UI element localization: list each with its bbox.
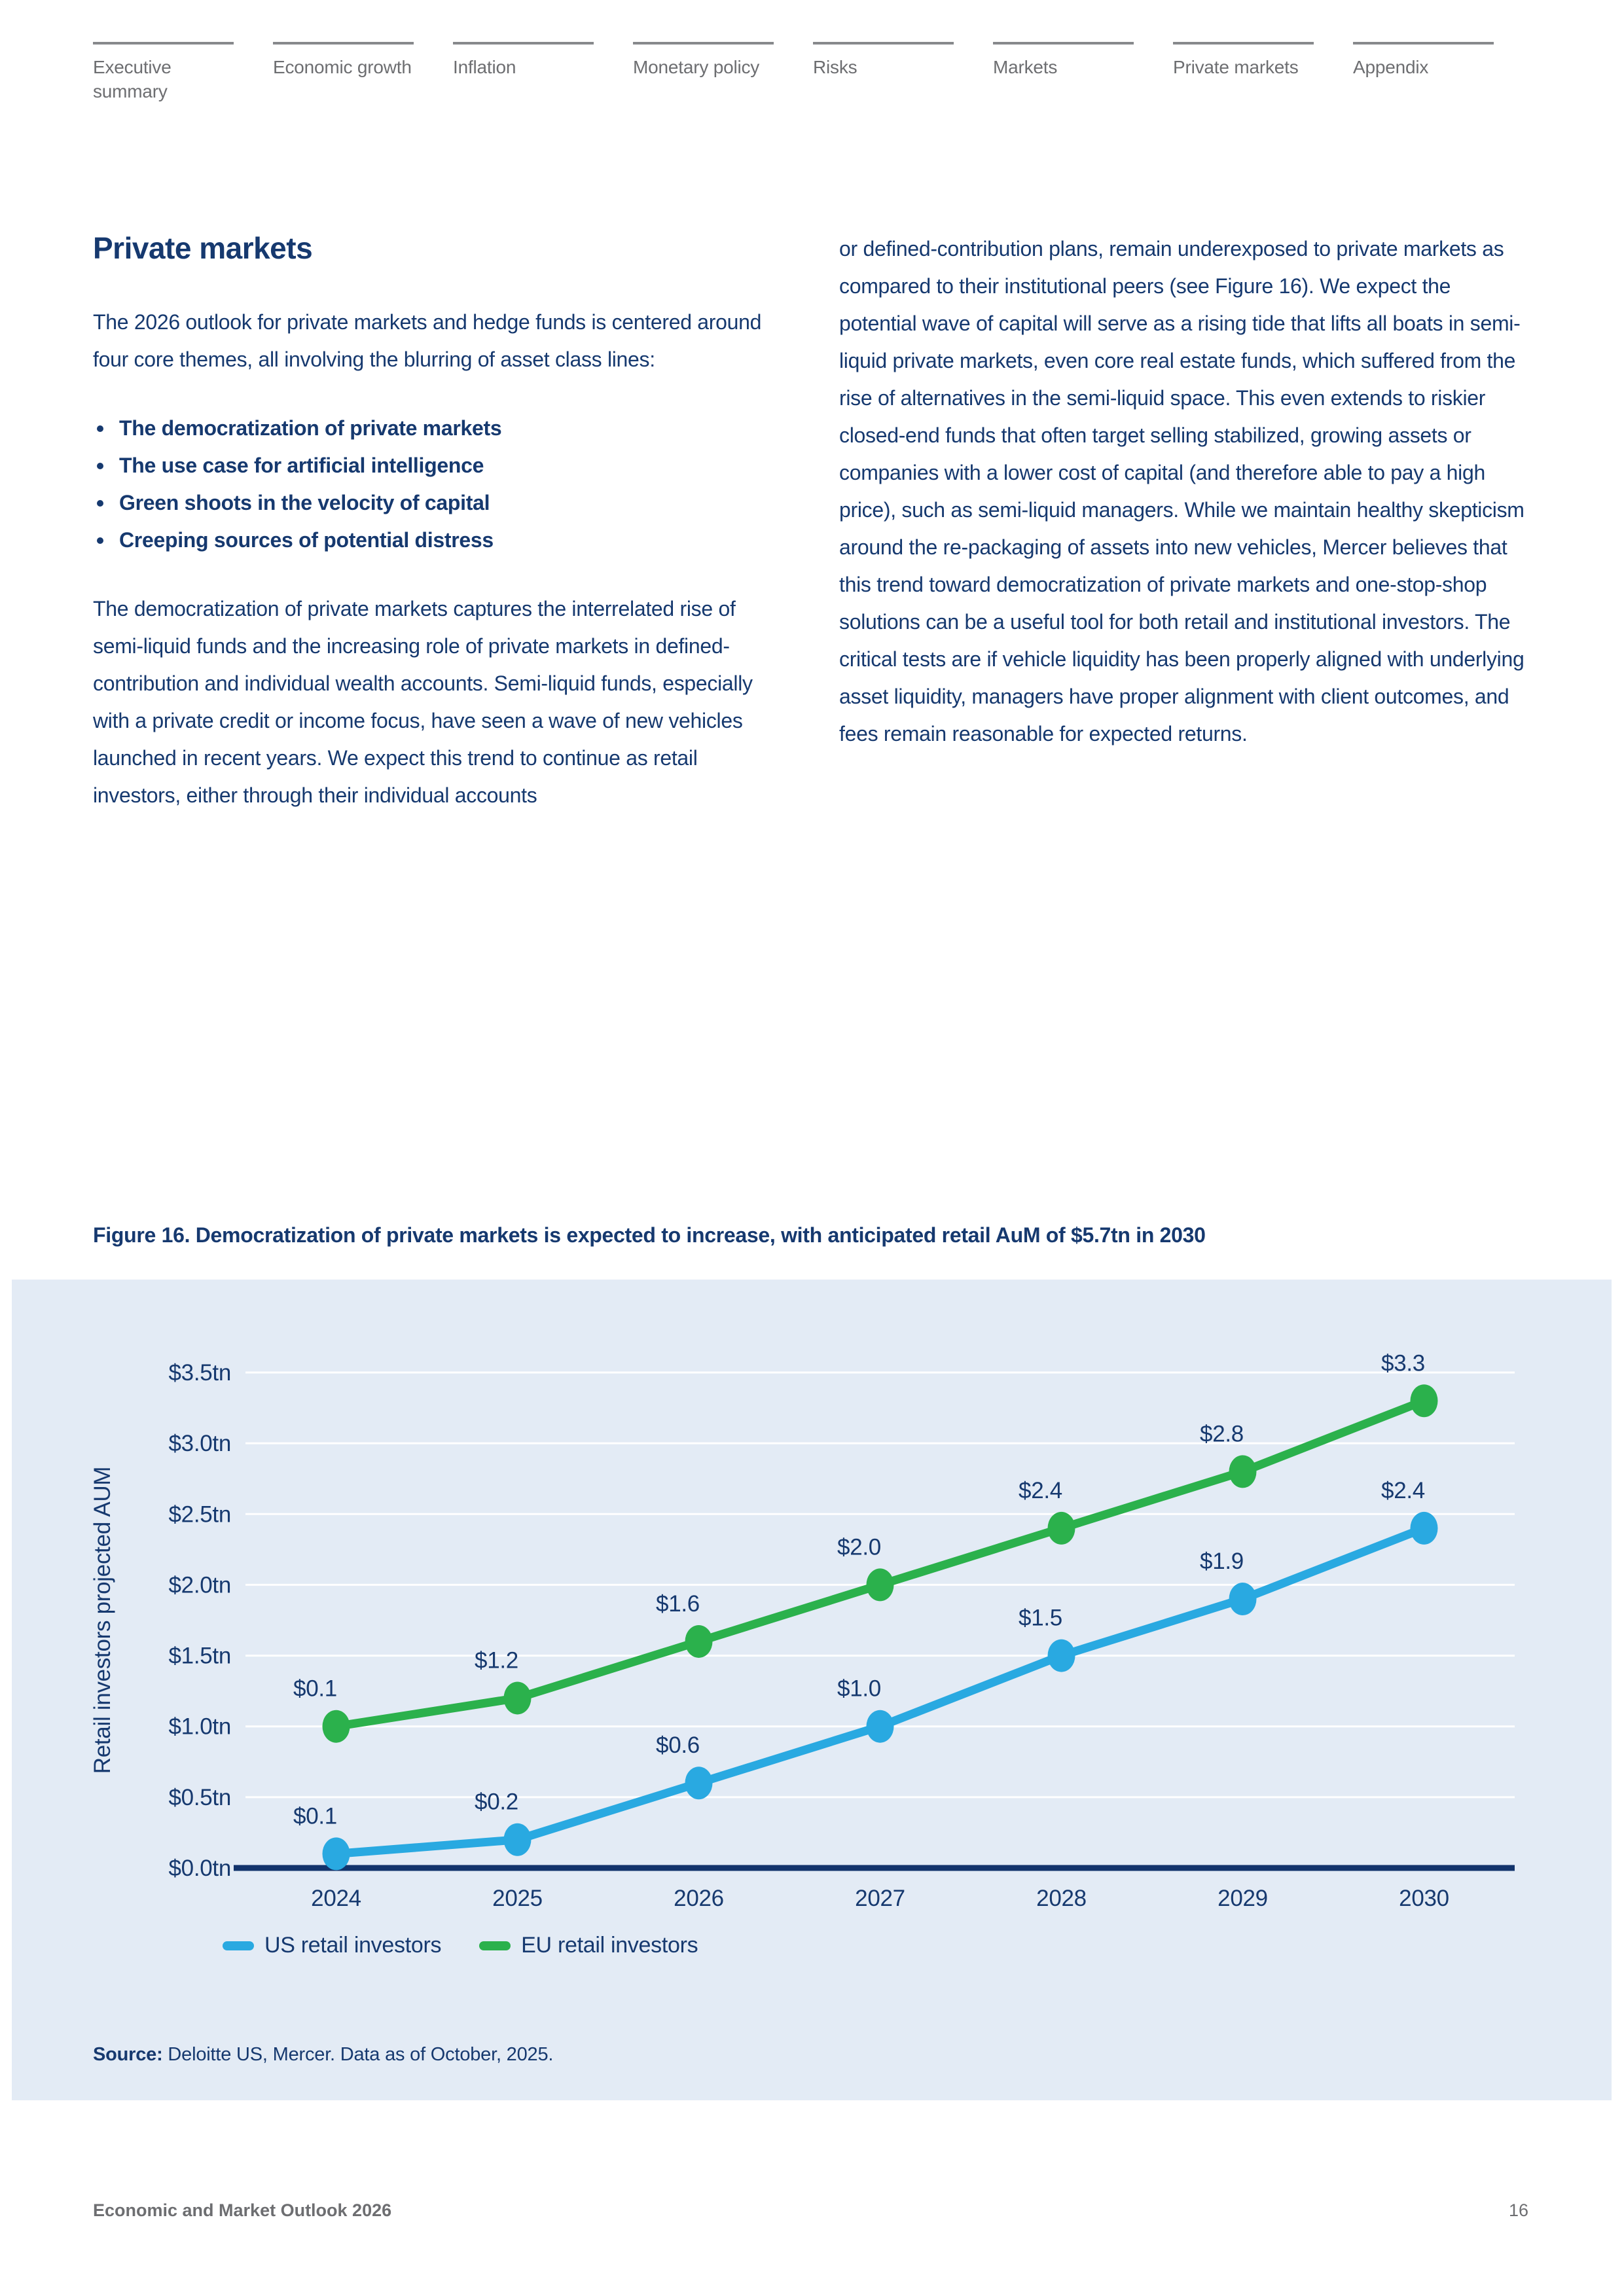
article-body [93, 230, 1530, 814]
data-point [504, 1681, 532, 1714]
data-point [504, 1823, 532, 1856]
page-number: 16 [1508, 2200, 1528, 2220]
nav-item-markets[interactable]: Markets [993, 42, 1134, 103]
data-label: $2.4 [1381, 1477, 1425, 1503]
theme-bullet-list [93, 410, 784, 559]
data-point [867, 1710, 894, 1743]
data-point [685, 1625, 713, 1658]
figure-title: Figure 16. Democratization of private markets is expected to increase, with anticipated retail AuM of $5.7tn in 2030 [93, 1223, 1206, 1247]
data-label: $1.2 [475, 1647, 518, 1674]
data-point [867, 1568, 894, 1601]
data-label: $3.3 [1381, 1350, 1425, 1376]
nav-item-risks[interactable]: Risks [813, 42, 954, 103]
data-label: $0.6 [656, 1732, 700, 1759]
x-tick-label: 2024 [311, 1886, 361, 1911]
nav-item-monetary-policy[interactable]: Monetary policy [633, 42, 774, 103]
intro-paragraph: The 2026 outlook for private markets and hedge funds is centered around four core themes, all involving the blurring of asset class lines: [93, 310, 762, 371]
legend-item-eu [479, 1933, 698, 1958]
footer-doc-title: Economic and Market Outlook 2026 [93, 2200, 392, 2220]
data-label: $2.4 [1019, 1477, 1062, 1503]
data-label: $0.2 [475, 1789, 518, 1815]
legend-label-us: US retail investors [264, 1933, 442, 1958]
democratization-paragraph: The democratization of private markets captures the interrelated rise of semi-liquid funds and the increasing role of private markets in defined-contribution and individual wealth accounts. Semi-liquid funds, especially with a private credit or income focus, have seen a wave of new vehicles launched in recent years. We expect this trend to continue as retail investors, either through their individual accounts [93, 597, 753, 807]
legend-label-eu: EU retail investors [521, 1933, 698, 1958]
data-label: $0.1 [293, 1803, 337, 1829]
nav-item-executive-summary[interactable]: Executive summary [93, 42, 234, 103]
data-label: $1.5 [1019, 1605, 1062, 1631]
eu-line-swatch [479, 1941, 511, 1950]
y-tick-label: $3.0tn [168, 1431, 231, 1457]
continuation-paragraph: or defined-contribution plans, remain underexposed to private markets as compared to their institutional peers (see Figure 16). We expect the potential wave of capital will serve as a rising tide that lifts all boats in semi-liquid private markets, even core real estate funds, which suffered from the rise of alternatives in the semi-liquid space. This even extends to riskier closed-end funds that often target selling stabilized, growing assets or companies with a lower cost of capital (and therefore able to pay a high price), such as semi-liquid managers. While we maintain healthy skepticism around the re-packaging of assets into new vehicles, Mercer believes that this trend toward democratization of private markets and one-stop-shop solutions can be a useful tool for both retail and institutional investors. The critical tests are if vehicle liquidity has been properly aligned with underlying asset liquidity, managers have proper alignment with client outcomes, and fees remain reasonable for expected returns. [839, 237, 1525, 745]
nav-item-economic-growth[interactable]: Economic growth [273, 42, 414, 103]
y-tick-label: $1.0tn [168, 1713, 231, 1740]
y-tick-label: $2.0tn [168, 1572, 231, 1598]
y-tick-label: $3.5tn [168, 1360, 231, 1386]
left-column [93, 230, 784, 814]
bullet-item: Green shoots in the velocity of capital [93, 484, 784, 522]
data-label: $0.1 [293, 1676, 337, 1702]
y-tick-label: $0.5tn [168, 1784, 231, 1810]
x-tick-label: 2029 [1218, 1886, 1268, 1911]
chart-legend [223, 1933, 698, 1958]
data-point [1229, 1455, 1257, 1488]
nav-item-private-markets[interactable]: Private markets [1173, 42, 1314, 103]
data-label: $1.9 [1200, 1549, 1244, 1575]
source-text: Deloitte US, Mercer. Data as of October, 2025. [162, 2044, 554, 2065]
data-point [1411, 1384, 1438, 1417]
y-axis-title: Retail investors projected AUM [90, 1466, 115, 1774]
data-point [1048, 1640, 1075, 1672]
us-line-swatch [223, 1941, 254, 1950]
bullet-item: Creeping sources of potential distress [93, 522, 784, 559]
page-footer [93, 2200, 1528, 2221]
y-tick-label: $1.5tn [168, 1643, 231, 1669]
x-tick-label: 2027 [855, 1886, 905, 1911]
data-label: $1.6 [656, 1590, 700, 1617]
data-point [323, 1837, 350, 1870]
bullet-item: The democratization of private markets [93, 410, 784, 447]
right-column [839, 230, 1530, 814]
y-tick-label: $0.0tn [168, 1856, 231, 1881]
x-tick-label: 2028 [1036, 1886, 1087, 1911]
bullet-item: The use case for artificial intelligence [93, 447, 784, 484]
data-point [323, 1710, 350, 1743]
data-label: $1.0 [837, 1676, 881, 1702]
x-tick-label: 2025 [492, 1886, 543, 1911]
y-tick-label: $2.5tn [168, 1501, 231, 1528]
source-label: Source: [93, 2044, 163, 2065]
data-label: $2.8 [1200, 1421, 1244, 1447]
x-tick-label: 2026 [674, 1886, 724, 1911]
page-title: Private markets [93, 231, 313, 265]
source-line [93, 2044, 553, 2066]
nav-item-inflation[interactable]: Inflation [453, 42, 594, 103]
data-point [1229, 1583, 1257, 1615]
legend-item-us [223, 1933, 441, 1958]
data-point [1048, 1512, 1075, 1545]
figure-16-chart-panel [12, 1280, 1612, 2100]
data-point [1411, 1512, 1438, 1545]
line-chart [12, 1280, 1612, 2100]
data-label: $2.0 [837, 1534, 881, 1560]
nav-item-appendix[interactable]: Appendix [1353, 42, 1494, 103]
top-navigation [93, 42, 1494, 103]
x-tick-label: 2030 [1399, 1886, 1449, 1911]
data-point [685, 1767, 713, 1799]
